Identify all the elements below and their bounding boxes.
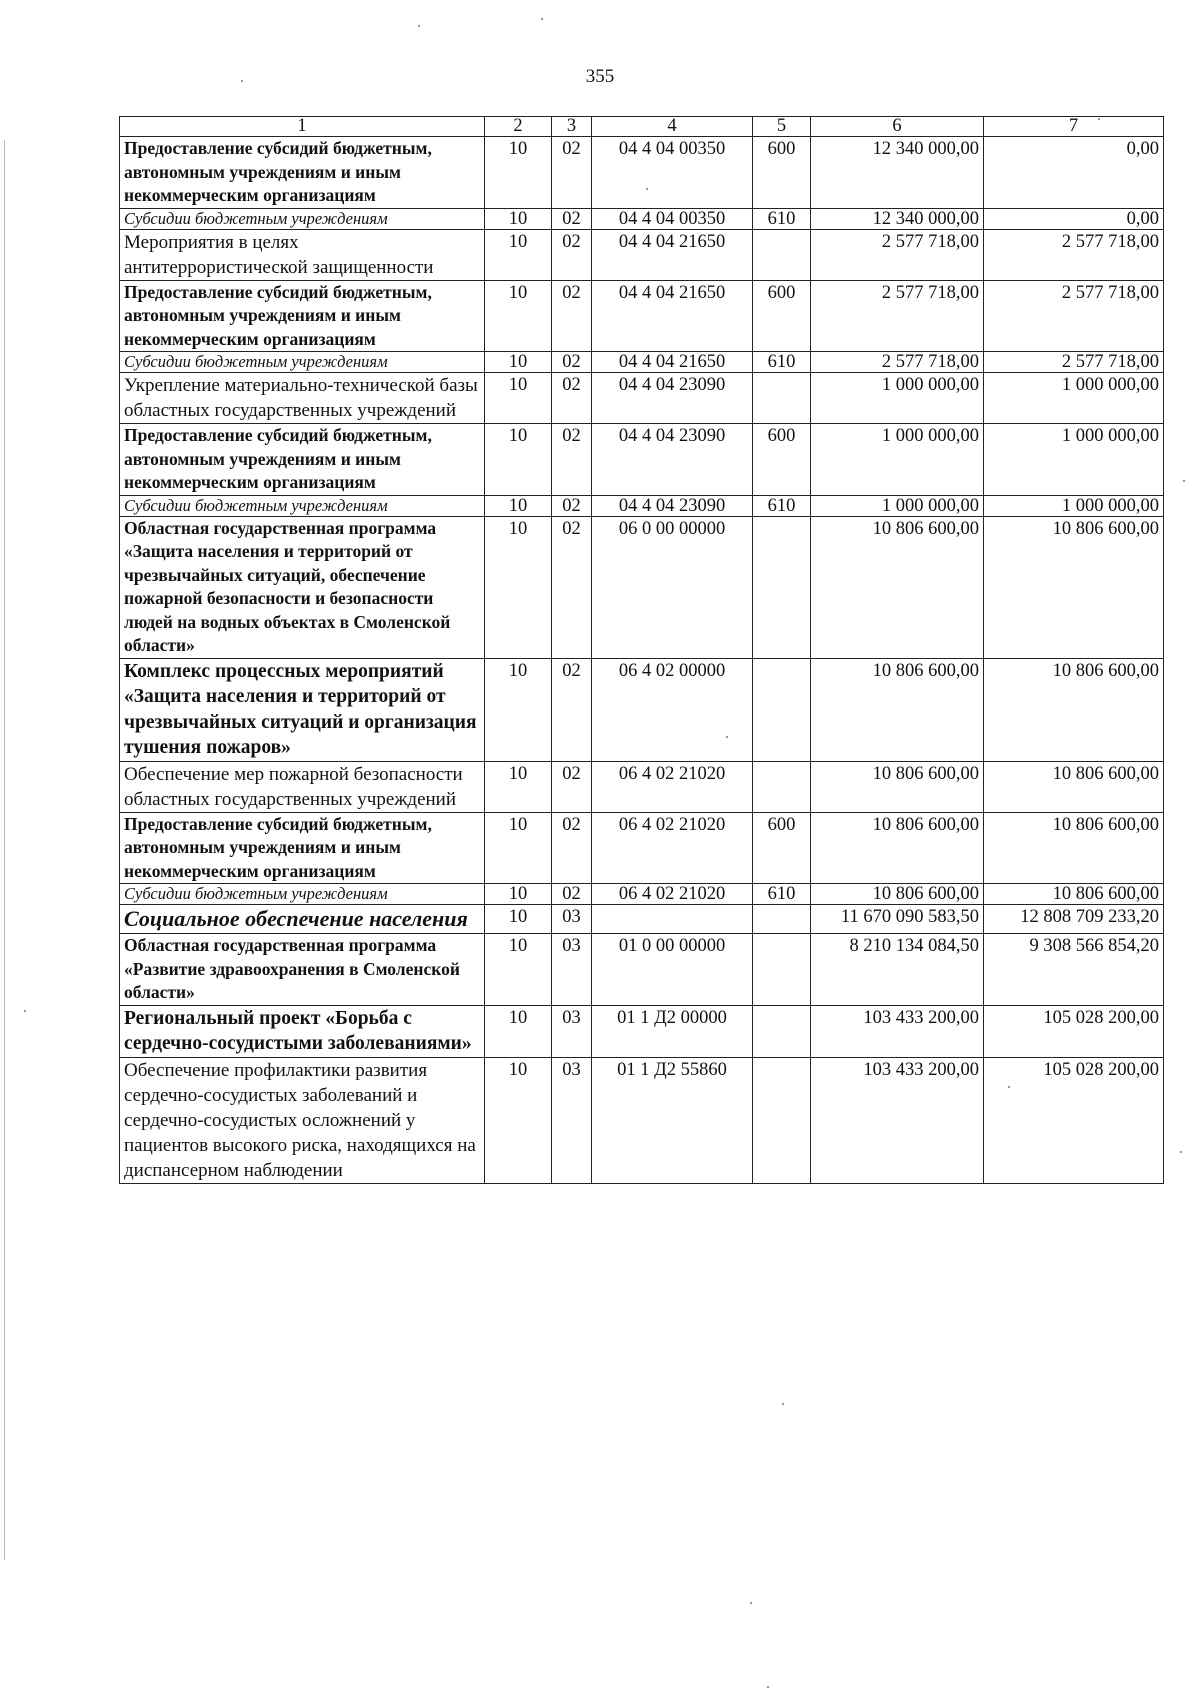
row-subsection-code: 02: [552, 208, 592, 229]
row-subsection-code: 02: [552, 137, 592, 209]
row-expense-type: [753, 761, 811, 812]
row-name: Предоставление субсидий бюджетным, автономным учреждениям и иным некоммерческим организациям: [120, 280, 485, 352]
row-subsection-code: 02: [552, 658, 592, 761]
row-amount-col7: 10 806 600,00: [984, 516, 1164, 658]
row-amount-col6: 103 433 200,00: [811, 1005, 984, 1057]
table-row: [120, 658, 1164, 761]
row-section-code: 10: [485, 905, 552, 934]
row-amount-col7: 105 028 200,00: [984, 1057, 1164, 1183]
row-amount-col6: 10 806 600,00: [811, 658, 984, 761]
row-name: Укрепление материально-технической базы областных государственных учреждений: [120, 373, 485, 424]
table-row: [120, 495, 1164, 516]
row-amount-col6: 2 577 718,00: [811, 229, 984, 280]
scan-speck: [726, 736, 728, 738]
row-target-item: 06 4 02 21020: [592, 812, 753, 884]
row-amount-col7: 10 806 600,00: [984, 658, 1164, 761]
row-name: Социальное обеспечение населения: [120, 905, 485, 934]
table-row: [120, 905, 1164, 934]
row-amount-col7: 10 806 600,00: [984, 884, 1164, 905]
row-expense-type: 610: [753, 208, 811, 229]
row-section-code: 10: [485, 658, 552, 761]
row-section-code: 10: [485, 516, 552, 658]
scan-speck: [1180, 1151, 1182, 1153]
row-target-item: 04 4 04 00350: [592, 208, 753, 229]
row-amount-col7: 105 028 200,00: [984, 1005, 1164, 1057]
row-target-item: [592, 905, 753, 934]
table-row: [120, 1005, 1164, 1057]
row-name: Комплекс процессных мероприятий «Защита населения и территорий от чрезвычайных ситуаций и организация тушения пожаров»: [120, 658, 485, 761]
table-row: [120, 761, 1164, 812]
table-row: [120, 934, 1164, 1006]
scan-speck: [541, 18, 543, 20]
row-subsection-code: 02: [552, 761, 592, 812]
row-amount-col6: 103 433 200,00: [811, 1057, 984, 1183]
header-cell-5: 5: [753, 117, 811, 137]
row-name: Предоставление субсидий бюджетным, автономным учреждениям и иным некоммерческим организациям: [120, 137, 485, 209]
row-target-item: 06 0 00 00000: [592, 516, 753, 658]
row-expense-type: 600: [753, 424, 811, 496]
table-row: [120, 373, 1164, 424]
scan-speck: [1183, 480, 1185, 482]
row-target-item: 04 4 04 21650: [592, 280, 753, 352]
row-target-item: 04 4 04 23090: [592, 495, 753, 516]
row-name: Обеспечение профилактики развития сердечно-сосудистых заболеваний и сердечно-сосудистых осложнений у пациентов высокого риска, находящихся на диспансерном наблюдении: [120, 1057, 485, 1183]
header-cell-4: 4: [592, 117, 753, 137]
row-target-item: 04 4 04 23090: [592, 373, 753, 424]
row-subsection-code: 02: [552, 229, 592, 280]
row-amount-col7: 10 806 600,00: [984, 761, 1164, 812]
row-name: Предоставление субсидий бюджетным, автономным учреждениям и иным некоммерческим организациям: [120, 424, 485, 496]
row-section-code: 10: [485, 352, 552, 373]
row-name: Областная государственная программа «Защита населения и территорий от чрезвычайных ситуаций, обеспечение пожарной безопасности и безопасности людей на водных объектах в Смоленской области»: [120, 516, 485, 658]
row-amount-col6: 1 000 000,00: [811, 424, 984, 496]
table-row: [120, 424, 1164, 496]
row-amount-col7: 1 000 000,00: [984, 373, 1164, 424]
table-row: [120, 280, 1164, 352]
row-section-code: 10: [485, 495, 552, 516]
table-row: [120, 884, 1164, 905]
row-amount-col6: 12 340 000,00: [811, 137, 984, 209]
row-expense-type: 610: [753, 884, 811, 905]
row-section-code: 10: [485, 208, 552, 229]
row-amount-col6: 10 806 600,00: [811, 812, 984, 884]
row-subsection-code: 02: [552, 812, 592, 884]
row-target-item: 06 4 02 00000: [592, 658, 753, 761]
row-section-code: 10: [485, 934, 552, 1006]
page-number: 355: [585, 66, 615, 87]
row-subsection-code: 02: [552, 352, 592, 373]
header-cell-7: 7: [984, 117, 1164, 137]
row-expense-type: [753, 905, 811, 934]
row-expense-type: [753, 1005, 811, 1057]
row-target-item: 01 0 00 00000: [592, 934, 753, 1006]
row-target-item: 06 4 02 21020: [592, 884, 753, 905]
row-name: Субсидии бюджетным учреждениям: [120, 884, 485, 905]
row-amount-col6: 10 806 600,00: [811, 884, 984, 905]
row-section-code: 10: [485, 812, 552, 884]
row-amount-col7: 9 308 566 854,20: [984, 934, 1164, 1006]
row-subsection-code: 03: [552, 1005, 592, 1057]
row-amount-col7: 1 000 000,00: [984, 495, 1164, 516]
row-amount-col6: 12 340 000,00: [811, 208, 984, 229]
scan-speck: [646, 188, 648, 190]
row-expense-type: 610: [753, 495, 811, 516]
row-expense-type: 610: [753, 352, 811, 373]
header-cell-2: 2: [485, 117, 552, 137]
row-amount-col7: 0,00: [984, 137, 1164, 209]
table-row: [120, 208, 1164, 229]
table-row: [120, 516, 1164, 658]
row-target-item: 04 4 04 21650: [592, 229, 753, 280]
row-amount-col7: 2 577 718,00: [984, 352, 1164, 373]
scan-speck: [418, 25, 420, 27]
row-amount-col7: 10 806 600,00: [984, 812, 1164, 884]
row-expense-type: [753, 516, 811, 658]
row-name: Предоставление субсидий бюджетным, автономным учреждениям и иным некоммерческим организациям: [120, 812, 485, 884]
row-subsection-code: 03: [552, 1057, 592, 1183]
row-section-code: 10: [485, 137, 552, 209]
row-target-item: 01 1 Д2 55860: [592, 1057, 753, 1183]
scan-speck: [24, 1010, 26, 1012]
row-name: Региональный проект «Борьба с сердечно-сосудистыми заболеваниями»: [120, 1005, 485, 1057]
row-section-code: 10: [485, 1005, 552, 1057]
row-section-code: 10: [485, 229, 552, 280]
table-row: [120, 352, 1164, 373]
scan-speck: [1008, 1086, 1010, 1088]
row-subsection-code: 02: [552, 884, 592, 905]
row-amount-col6: 10 806 600,00: [811, 516, 984, 658]
row-amount-col6: 2 577 718,00: [811, 352, 984, 373]
row-amount-col6: 11 670 090 583,50: [811, 905, 984, 934]
row-subsection-code: 02: [552, 495, 592, 516]
row-section-code: 10: [485, 280, 552, 352]
scan-edge-line: [4, 140, 5, 1560]
table-row: [120, 137, 1164, 209]
row-subsection-code: 02: [552, 516, 592, 658]
row-target-item: 04 4 04 23090: [592, 424, 753, 496]
row-section-code: 10: [485, 373, 552, 424]
row-subsection-code: 03: [552, 905, 592, 934]
table-row: [120, 229, 1164, 280]
row-subsection-code: 03: [552, 934, 592, 1006]
row-name: Обеспечение мер пожарной безопасности областных государственных учреждений: [120, 761, 485, 812]
scan-speck: [241, 80, 243, 82]
row-amount-col7: 1 000 000,00: [984, 424, 1164, 496]
scan-speck: [750, 1602, 752, 1604]
row-subsection-code: 02: [552, 280, 592, 352]
row-subsection-code: 02: [552, 373, 592, 424]
table-row: [120, 1057, 1164, 1183]
row-name: Субсидии бюджетным учреждениям: [120, 352, 485, 373]
header-cell-6: 6: [811, 117, 984, 137]
row-name: Областная государственная программа «Развитие здравоохранения в Смоленской области»: [120, 934, 485, 1006]
table-header-row: [120, 117, 1164, 137]
row-expense-type: [753, 934, 811, 1006]
row-amount-col7: 2 577 718,00: [984, 229, 1164, 280]
row-section-code: 10: [485, 424, 552, 496]
header-cell-1: 1: [120, 117, 485, 137]
scan-speck: [767, 1686, 769, 1688]
row-expense-type: 600: [753, 812, 811, 884]
row-expense-type: [753, 229, 811, 280]
row-section-code: 10: [485, 884, 552, 905]
row-name: Субсидии бюджетным учреждениям: [120, 495, 485, 516]
row-amount-col6: 8 210 134 084,50: [811, 934, 984, 1006]
row-target-item: 01 1 Д2 00000: [592, 1005, 753, 1057]
row-subsection-code: 02: [552, 424, 592, 496]
scan-speck: [782, 1403, 784, 1405]
row-expense-type: [753, 658, 811, 761]
row-amount-col7: 2 577 718,00: [984, 280, 1164, 352]
row-amount-col7: 0,00: [984, 208, 1164, 229]
row-section-code: 10: [485, 761, 552, 812]
row-name: Субсидии бюджетным учреждениям: [120, 208, 485, 229]
row-name: Мероприятия в целях антитеррористической защищенности: [120, 229, 485, 280]
row-expense-type: 600: [753, 137, 811, 209]
row-amount-col6: 1 000 000,00: [811, 495, 984, 516]
row-target-item: 04 4 04 21650: [592, 352, 753, 373]
row-amount-col6: 2 577 718,00: [811, 280, 984, 352]
header-cell-3: 3: [552, 117, 592, 137]
row-target-item: 06 4 02 21020: [592, 761, 753, 812]
table-row: [120, 812, 1164, 884]
row-section-code: 10: [485, 1057, 552, 1183]
row-amount-col6: 10 806 600,00: [811, 761, 984, 812]
row-target-item: 04 4 04 00350: [592, 137, 753, 209]
row-amount-col7: 12 808 709 233,20: [984, 905, 1164, 934]
row-expense-type: [753, 1057, 811, 1183]
row-expense-type: 600: [753, 280, 811, 352]
scan-speck: [1098, 118, 1100, 120]
budget-table: [119, 116, 1164, 1184]
row-expense-type: [753, 373, 811, 424]
row-amount-col6: 1 000 000,00: [811, 373, 984, 424]
